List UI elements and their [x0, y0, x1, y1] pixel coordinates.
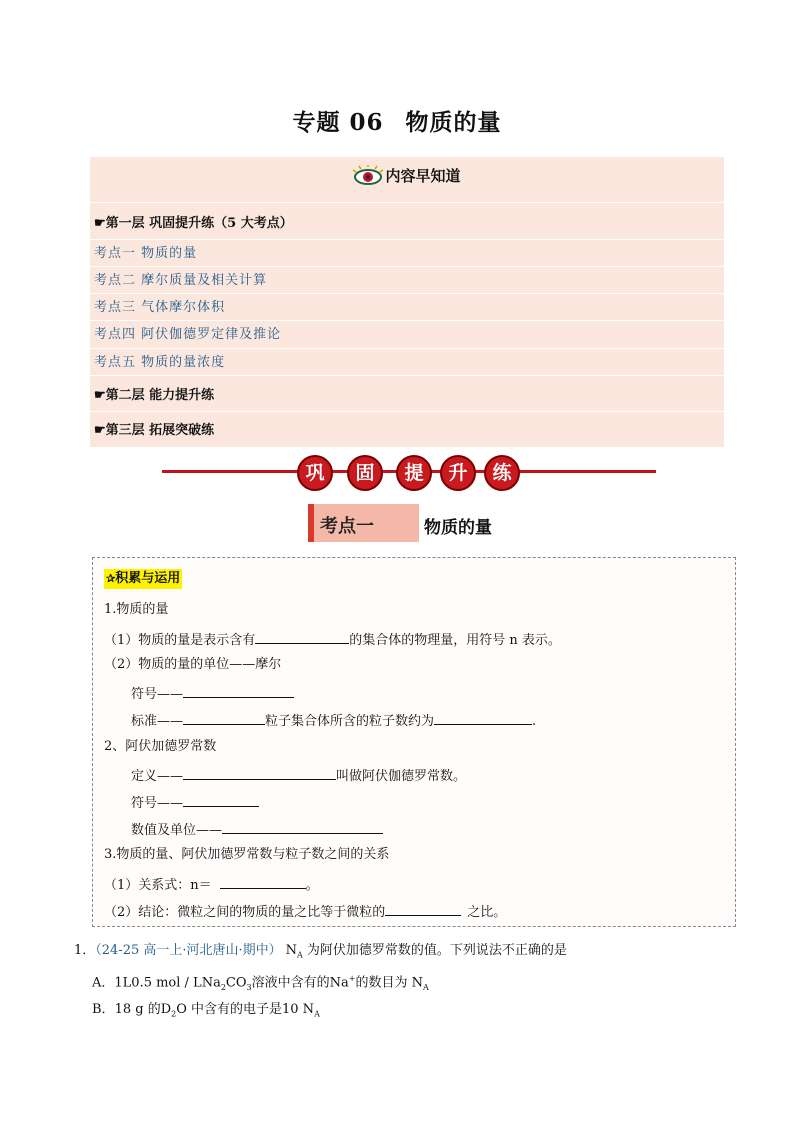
toc-layer-2[interactable]	[90, 375, 724, 412]
toc-point-label: 考点三 气体摩尔体积	[94, 300, 226, 315]
toc-layer-label: ☛第三层 拓展突破练	[94, 423, 215, 438]
knowledge-line: 符号——	[131, 683, 294, 704]
blank[interactable]	[183, 765, 336, 780]
banner-char: 巩	[297, 455, 333, 491]
knowledge-line: 3.物质的量、阿伏加德罗常数与粒子数之间的关系	[104, 847, 390, 862]
blank[interactable]	[183, 710, 265, 725]
toc-layer-label: ☛第二层 能力提升练	[94, 388, 215, 403]
section-label: 考点一	[320, 516, 374, 537]
knowledge-line: 符号——	[131, 792, 259, 813]
knowledge-line: 2、阿伏加德罗常数	[104, 739, 217, 754]
star-icon: ✰	[106, 572, 116, 585]
blank[interactable]	[255, 629, 349, 644]
page-title	[0, 104, 794, 137]
toc-point-label: 考点五 物质的量浓度	[94, 355, 226, 370]
knowledge-line: （2）结论：微粒之间的物质的量之比等于微粒的 之比。	[104, 901, 506, 922]
toc-point-label: 考点四 阿伏伽德罗定律及推论	[94, 327, 282, 342]
toc-layer-label: ☛第一层 巩固提升练（5 大考点）	[94, 216, 293, 231]
knowledge-line: （2）物质的量的单位——摩尔	[104, 657, 282, 672]
eye-icon	[353, 165, 383, 185]
toc-layer-1[interactable]	[90, 203, 724, 240]
contents-header	[90, 157, 724, 203]
question-stem: 1．（24-25 高一上·河北唐山·期中） $N_A$ 为阿伏加德罗常数的值。下列说法不正确的是	[74, 943, 567, 960]
toc-point-5[interactable]	[90, 348, 724, 376]
toc-point-3[interactable]	[90, 293, 724, 321]
toc-point-label: 考点二 摩尔质量及相关计算	[94, 273, 268, 288]
option-b[interactable]: B．18 g 的$D_2O$ 中含有的电子是10 $N_A$	[92, 1002, 320, 1019]
contents-box	[90, 157, 724, 447]
knowledge-line: 定义—— 叫做阿伏伽德罗常数。	[131, 765, 466, 786]
banner-char: 升	[440, 455, 476, 491]
blank[interactable]	[222, 819, 383, 834]
toc-point-1[interactable]	[90, 239, 724, 267]
toc-layer-3[interactable]	[90, 411, 724, 447]
section-title: 物质的量	[424, 518, 492, 538]
blank[interactable]	[434, 710, 532, 725]
question-source: （24-25 高一上·河北唐山·期中）	[95, 943, 282, 958]
knowledge-line: 标准—— 粒子集合体所含的粒子数约为 .	[131, 710, 536, 731]
contents-title: 内容早知道	[385, 167, 461, 185]
toc-point-2[interactable]	[90, 266, 724, 294]
blank[interactable]	[220, 874, 306, 889]
toc-point-label: 考点一 物质的量	[94, 246, 198, 261]
blank[interactable]	[385, 901, 461, 916]
knowledge-line: （1）物质的量是表示含有 的集合体的物理量，用符号 n 表示。	[104, 629, 561, 650]
banner-char: 固	[347, 455, 383, 491]
knowledge-line: 数值及单位——	[131, 819, 383, 840]
knowledge-tag	[104, 569, 182, 589]
toc-point-4[interactable]	[90, 320, 724, 349]
knowledge-tag-label: 积累与运用	[115, 571, 181, 586]
blank[interactable]	[183, 683, 294, 698]
banner-char: 练	[484, 455, 520, 491]
title-text: 物质的量	[405, 109, 502, 136]
title-number: 专题 06	[292, 109, 384, 136]
option-a[interactable]: A．1L0.5 mol / $LNa_2CO_3$溶液中含有的Na+的数目为 $N_A$	[92, 974, 429, 992]
banner-char: 提	[396, 455, 432, 491]
question-number: 1．	[74, 943, 96, 958]
knowledge-line: 1.物质的量	[104, 602, 169, 617]
knowledge-line: （1）关系式：n＝ 。	[104, 874, 319, 895]
blank[interactable]	[183, 792, 259, 807]
